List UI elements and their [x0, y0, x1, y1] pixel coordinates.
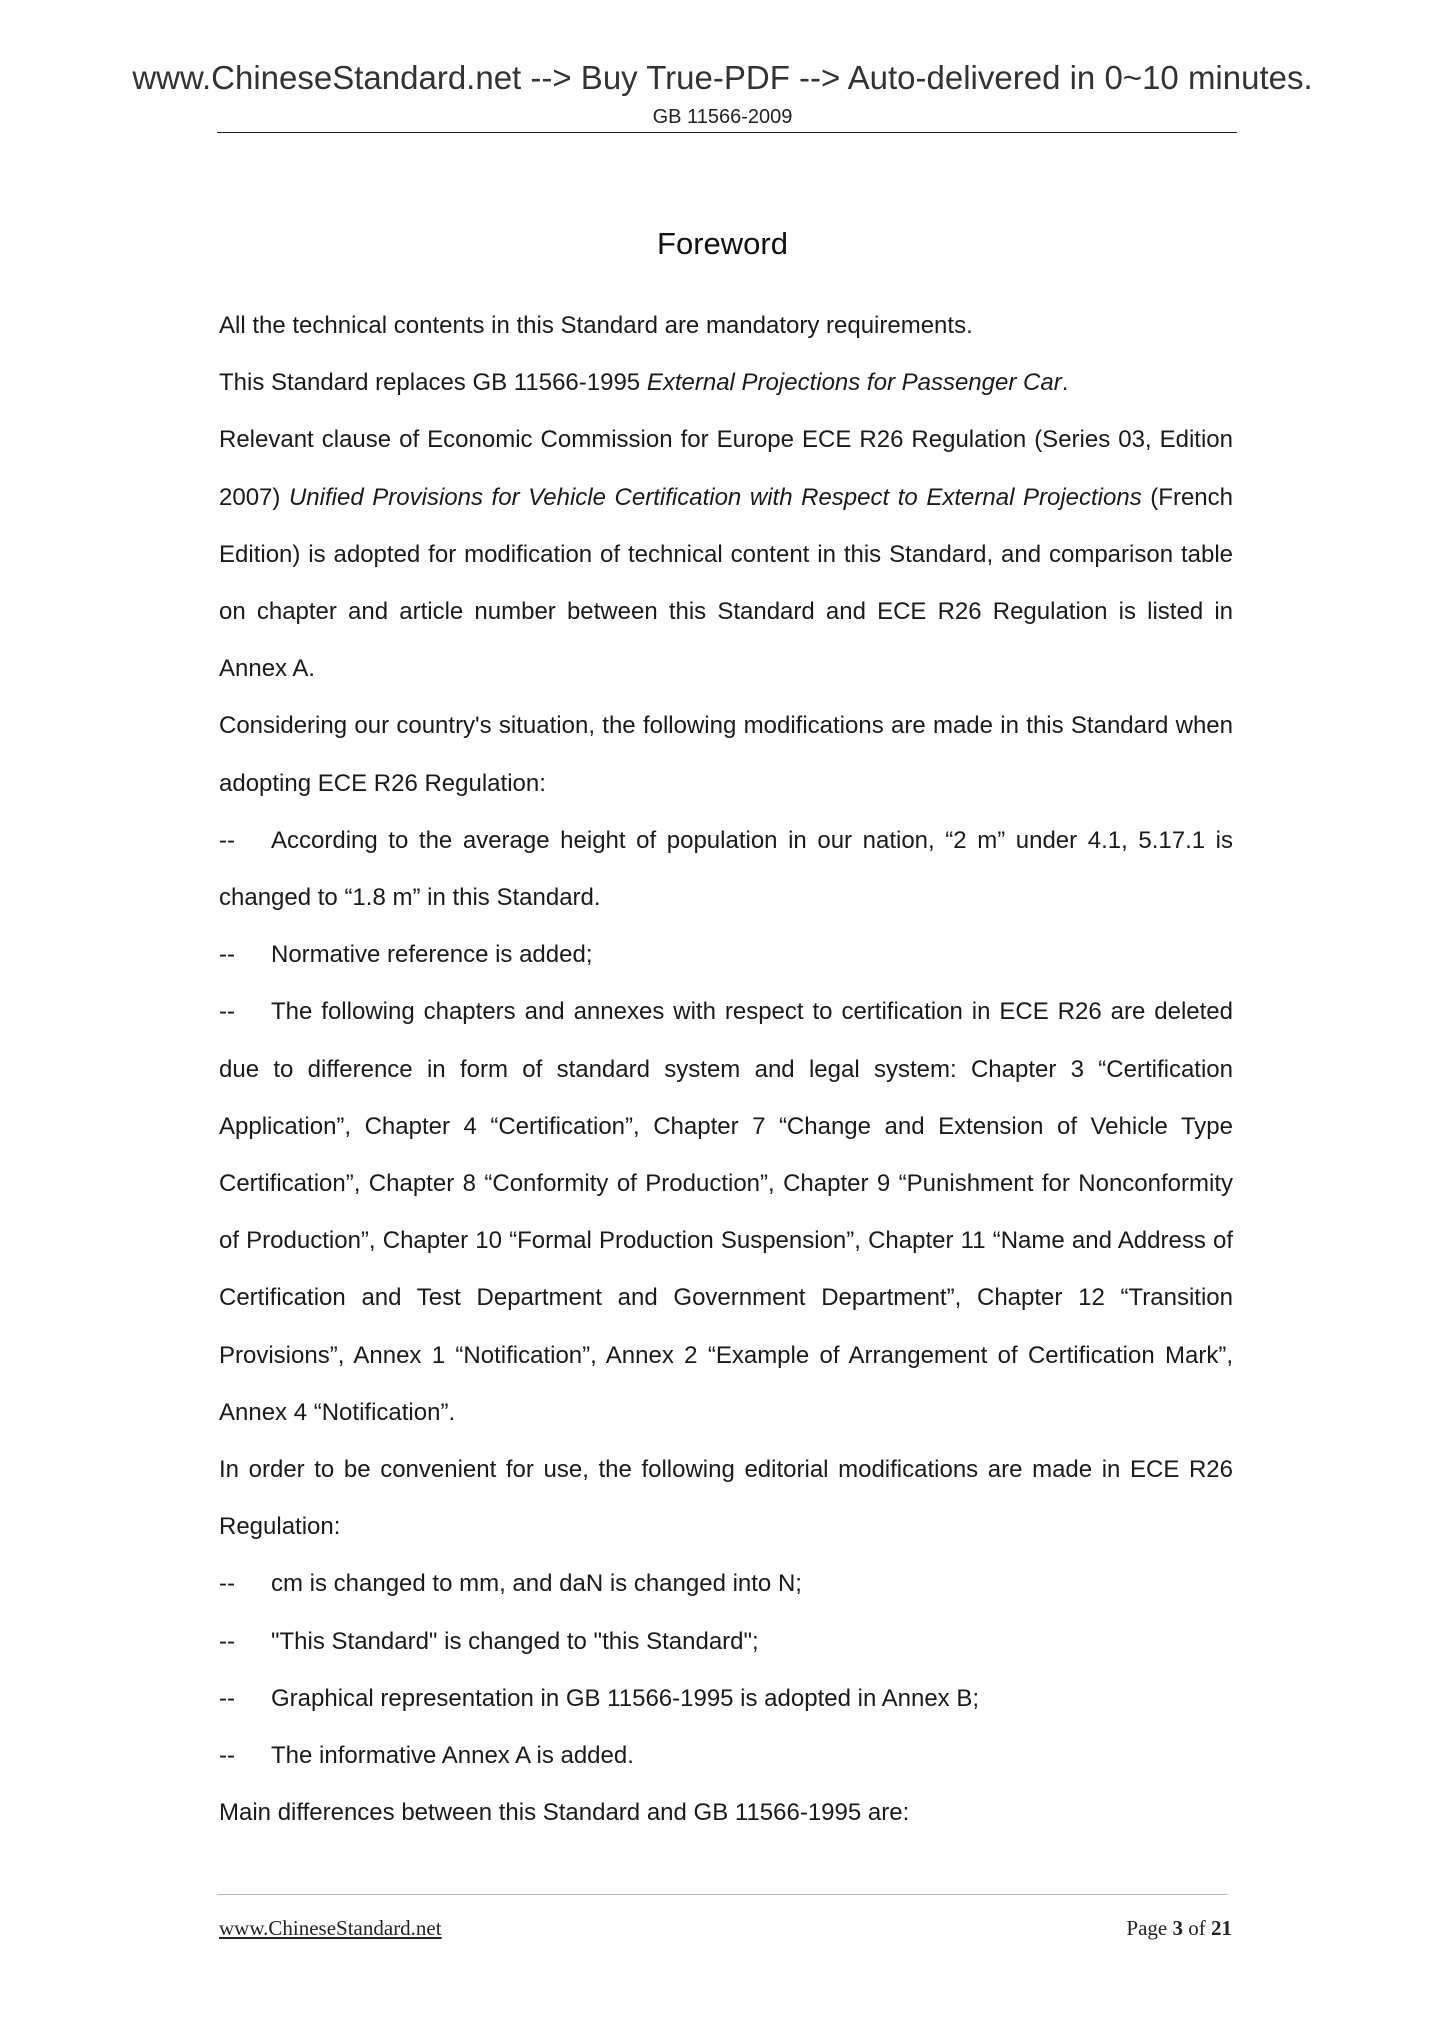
- list-item-text: Graphical representation in GB 11566-1995 is adopted in Annex B;: [271, 1684, 980, 1712]
- paragraph-mandatory: All the technical contents in this Standard are mandatory requirements.: [219, 312, 973, 339]
- footer-site-link[interactable]: www.ChineseStandard.net: [219, 1916, 442, 1940]
- list-dash: --: [219, 826, 235, 854]
- text-segment: Relevant clause of Economic Commission for Europe ECE R26 Regulation (Series 03, Edition 2007): [219, 426, 1233, 511]
- list-item: [219, 1727, 1233, 1784]
- text-segment: This Standard replaces GB 11566-1995: [219, 369, 647, 397]
- footer-divider: [217, 1894, 1227, 1895]
- list-item-text: According to the average height of population in our nation, “2 m” under 4.1, 5.17.1 is changed to “1.8 m” in this Standard.: [219, 826, 1233, 912]
- list-dash: --: [219, 1627, 235, 1655]
- paragraph-replaces: [219, 354, 1233, 411]
- list-item-text: The informative Annex A is added.: [271, 1742, 634, 1770]
- list-dash: --: [219, 1742, 235, 1770]
- paragraph-differences-intro: Main differences between this Standard and GB 11566-1995 are:: [219, 1799, 910, 1827]
- cited-title: External Projections for Passenger Car: [646, 369, 1062, 397]
- list-item: [219, 812, 1233, 926]
- paragraph-adoption: [219, 411, 1233, 697]
- of-word: of: [1188, 1916, 1206, 1940]
- list-dash: --: [219, 1684, 235, 1712]
- list-item-text: The following chapters and annexes with respect to certification in ECE R26 are deleted due to difference in form of standard system and legal system: Chapter 3 “Certification Application”, Chapter 4 “Certification”, Chapter 7 “Change and Extension of Vehicle Type Certification”, Chapter 8 “Conformity of Production”, Chapter 9 “Punishment for Nonconformity of Production”, Chapter 10 “Formal Production Suspension”, Chapter 11 “Name and Address of Certification and Test Department and Government Department”, Chapter 12 “Transition Provisions”, Annex 1 “Notification”, Annex 2 “Example of Arrangement of Certification Mark”, Annex 4 “Notification”.: [219, 998, 1233, 1426]
- page-title: Foreword: [657, 226, 788, 261]
- current-page: 3: [1172, 1916, 1183, 1940]
- list-item-text: Normative reference is added;: [271, 941, 593, 969]
- list-item: [219, 926, 1233, 983]
- list-item-text: "This Standard" is changed to "this Standard";: [271, 1627, 759, 1655]
- list-dash: --: [219, 941, 235, 969]
- list-item: [219, 983, 1233, 1441]
- list-dash: --: [219, 1570, 235, 1598]
- page-word: Page: [1126, 1916, 1168, 1940]
- paragraph-editorial-intro: In order to be convenient for use, the following editorial modifications are made in ECE R26 Regulation:: [219, 1456, 1233, 1541]
- cited-title: Unified Provisions for Vehicle Certification with Respect to External Projections: [288, 483, 1142, 511]
- text-segment: .: [1061, 369, 1069, 397]
- foreword-body: [219, 297, 1233, 1841]
- header-banner: www.ChineseStandard.net --> Buy True-PDF --> Auto-delivered in 0~10 minutes.: [132, 59, 1313, 96]
- header-divider: [217, 132, 1237, 133]
- document-code: GB 11566-2009: [652, 106, 793, 128]
- list-dash: --: [219, 998, 235, 1026]
- list-item: [219, 1613, 1233, 1670]
- text-segment: (French Edition) is adopted for modification of technical content in this Standard, and comparison table on chapter and article number between this Standard and ECE R26 Regulation is listed in Annex A.: [219, 483, 1233, 683]
- total-pages: 21: [1211, 1916, 1232, 1940]
- page-number: [1126, 1914, 1232, 1942]
- list-item: [219, 1555, 1233, 1612]
- paragraph-modifications-intro: Considering our country's situation, the following modifications are made in this Standard when adopting ECE R26 Regulation:: [219, 712, 1233, 797]
- list-item-text: cm is changed to mm, and daN is changed into N;: [271, 1570, 802, 1598]
- list-item: [219, 1670, 1233, 1727]
